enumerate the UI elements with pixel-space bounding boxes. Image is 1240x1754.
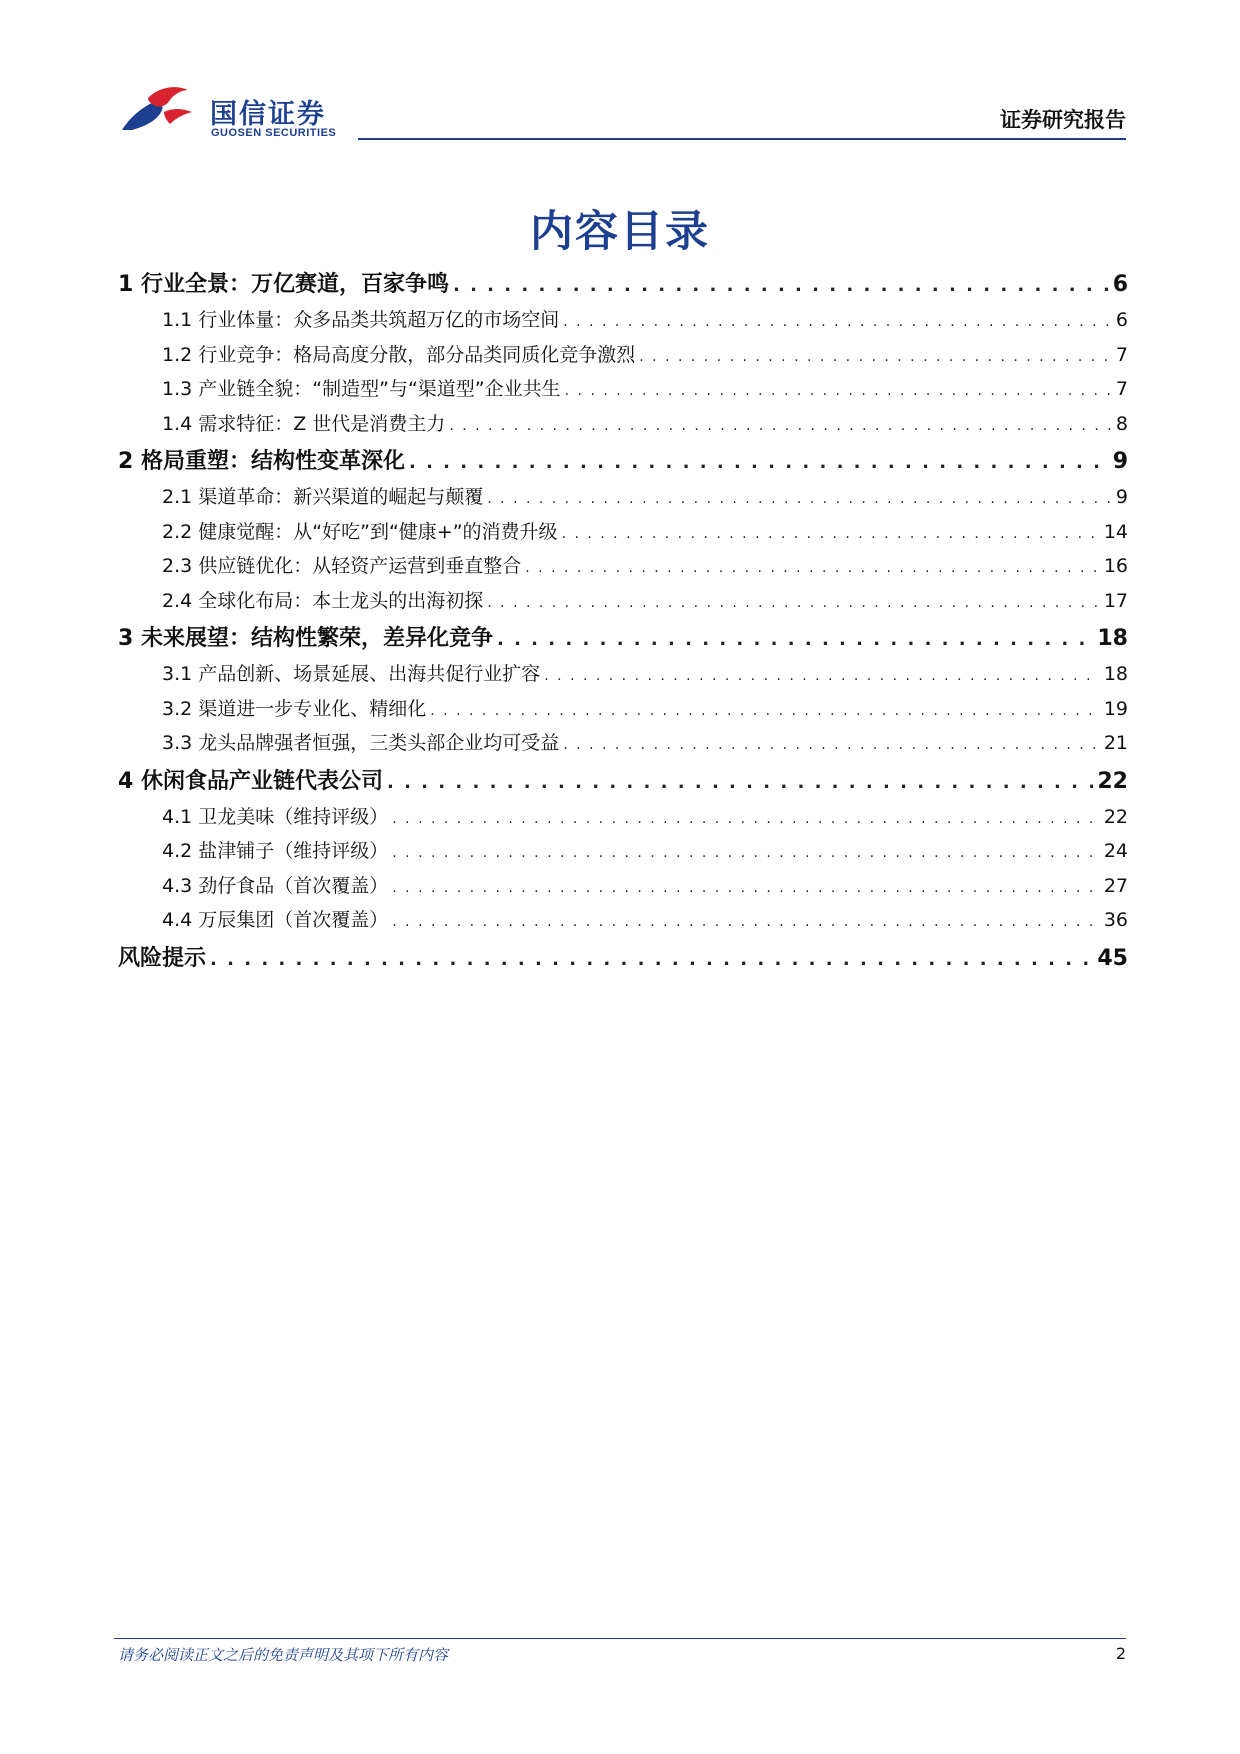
toc-dot-leader: [392, 802, 1100, 835]
toc-dot-leader: [639, 340, 1112, 373]
table-of-contents: [118, 264, 1128, 977]
toc-subsection-entry[interactable]: [118, 834, 1128, 869]
toc-subsection-entry[interactable]: [118, 657, 1128, 692]
toc-subsection-entry[interactable]: [118, 726, 1128, 761]
toc-entry-label: 2.2 健康觉醒：从“好吃”到“健康+”的消费升级: [162, 520, 558, 543]
toc-dot-leader: [392, 836, 1100, 869]
toc-entry-label: 1.3 产业链全貌：“制造型”与“渠道型”企业共生: [162, 378, 561, 400]
toc-entry-page: 14: [1103, 520, 1128, 543]
toc-subsection-entry[interactable]: [118, 372, 1128, 407]
toc-entry-page: 18: [1097, 626, 1128, 651]
page-header: [0, 0, 1240, 150]
toc-subsection-entry[interactable]: [118, 407, 1128, 442]
report-type-label: 证券研究报告: [1000, 108, 1126, 132]
toc-entry-label: 1 行业全景：万亿赛道，百家争鸣: [118, 272, 449, 297]
toc-dot-leader: [453, 267, 1109, 303]
toc-entry-page: 36: [1103, 909, 1128, 931]
toc-entry-label: 3.3 龙头品牌强者恒强，三类头部企业均可受益: [162, 732, 560, 754]
toc-section-entry[interactable]: [118, 763, 1128, 800]
toc-entry-label: 4.1 卫龙美味（维持评级）: [162, 805, 389, 828]
toc-entry-label: 2.3 供应链优化：从轻资产运营到垂直整合: [162, 555, 522, 577]
toc-subsection-entry[interactable]: [118, 338, 1128, 373]
toc-dot-leader: [409, 444, 1109, 480]
toc-entry-page: 19: [1103, 697, 1128, 720]
guosen-logo-icon: [118, 86, 208, 134]
toc-dot-leader: [563, 728, 1100, 761]
toc-entry-label: 3 未来展望：结构性繁荣，差异化竞争: [118, 626, 493, 651]
toc-dot-leader: [430, 694, 1100, 727]
toc-entry-page: 22: [1103, 805, 1128, 828]
toc-entry-page: 27: [1103, 874, 1128, 897]
footer-divider: [114, 1638, 1126, 1639]
footer-disclaimer: 请务必阅读正文之后的免责声明及其项下所有内容: [118, 1646, 449, 1664]
toc-entry-label: 1.4 需求特征：Z 世代是消费主力: [162, 412, 446, 435]
toc-dot-leader: [449, 409, 1112, 442]
toc-entry-page: 21: [1103, 732, 1128, 754]
toc-entry-label: 4.3 劲仔食品（首次覆盖）: [162, 874, 389, 897]
page-number: 2: [1115, 1644, 1126, 1663]
toc-entry-page: 7: [1115, 378, 1128, 400]
toc-subsection-entry[interactable]: [118, 480, 1128, 515]
toc-dot-leader: [544, 659, 1100, 692]
toc-entry-label: 1.2 行业竞争：格局高度分散，部分品类同质化竞争激烈: [162, 343, 636, 366]
toc-entry-page: 9: [1115, 486, 1128, 508]
toc-dot-leader: [487, 482, 1112, 515]
toc-subsection-entry[interactable]: [118, 869, 1128, 904]
toc-dot-leader: [562, 517, 1100, 550]
toc-entry-page: 6: [1115, 309, 1128, 331]
toc-dot-leader: [487, 586, 1100, 619]
toc-subsection-entry[interactable]: [118, 692, 1128, 727]
toc-entry-label: 4 休闲食品产业链代表公司: [118, 768, 383, 794]
toc-entry-label: 风险提示: [118, 945, 207, 971]
toc-entry-label: 4.2 盐津铺子（维持评级）: [162, 840, 389, 862]
toc-entry-label: 4.4 万辰集团（首次覆盖）: [162, 909, 389, 931]
toc-section-entry[interactable]: [118, 620, 1128, 657]
toc-entry-label: 2 格局重塑：结构性变革深化: [118, 449, 405, 474]
toc-section-entry[interactable]: [118, 266, 1128, 303]
toc-entry-page: 18: [1103, 663, 1128, 685]
toc-entry-page: 24: [1103, 840, 1128, 862]
toc-subsection-entry[interactable]: [118, 303, 1128, 338]
logo-english-name: GUOSEN SECURITIES: [211, 127, 337, 139]
toc-subsection-entry[interactable]: [118, 584, 1128, 619]
toc-subsection-entry[interactable]: [118, 549, 1128, 584]
toc-entry-label: 3.1 产品创新、场景延展、出海共促行业扩容: [162, 663, 541, 685]
toc-entry-label: 1.1 行业体量：众多品类共筑超万亿的市场空间: [162, 309, 560, 331]
toc-dot-leader: [565, 374, 1112, 407]
toc-entry-page: 16: [1103, 555, 1128, 577]
toc-dot-leader: [563, 305, 1112, 338]
toc-subsection-entry[interactable]: [118, 515, 1128, 550]
toc-dot-leader: [525, 551, 1100, 584]
toc-dot-leader: [210, 941, 1093, 977]
toc-section-entry[interactable]: [118, 940, 1128, 977]
toc-entry-page: 45: [1097, 945, 1128, 971]
company-logo: [118, 86, 358, 146]
toc-entry-page: 8: [1115, 412, 1128, 435]
toc-entry-label: 3.2 渠道进一步专业化、精细化: [162, 697, 427, 720]
toc-entry-page: 6: [1112, 272, 1128, 297]
toc-dot-leader: [387, 764, 1093, 800]
toc-entry-page: 9: [1112, 449, 1128, 474]
toc-entry-label: 2.4 全球化布局：本土龙头的出海初探: [162, 589, 484, 612]
toc-title: 内容目录: [530, 207, 710, 257]
toc-dot-leader: [497, 621, 1093, 657]
logo-chinese-name: 国信证券: [210, 99, 326, 130]
header-divider: [358, 138, 1126, 140]
toc-subsection-entry[interactable]: [118, 903, 1128, 938]
toc-entry-page: 22: [1097, 768, 1128, 794]
toc-dot-leader: [392, 871, 1100, 904]
toc-dot-leader: [392, 905, 1100, 938]
toc-entry-label: 2.1 渠道革命：新兴渠道的崛起与颠覆: [162, 486, 484, 508]
toc-entry-page: 17: [1103, 589, 1128, 612]
toc-subsection-entry[interactable]: [118, 800, 1128, 835]
toc-section-entry[interactable]: [118, 443, 1128, 480]
toc-entry-page: 7: [1115, 343, 1128, 366]
